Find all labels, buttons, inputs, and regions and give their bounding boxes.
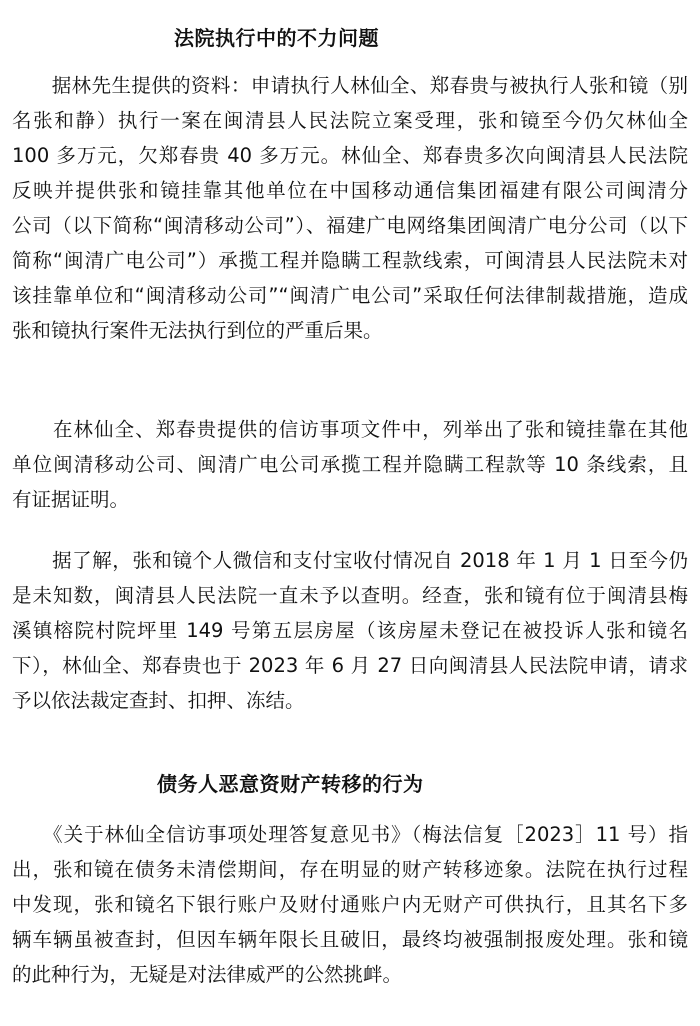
paragraph-enforcement-background <box>12 68 688 348</box>
section-title-enforcement-issues: 法院执行中的不力问题 <box>174 26 379 50</box>
text-line: 据了解，张和镜个人微信和支付宝收付情况自 2018 年 1 月 1 日至今仍 <box>12 549 688 572</box>
paragraph-petition-clues <box>12 412 688 517</box>
text-line: 溪镇榕院村院坪里 149 号第五层房屋（该房屋未登记在被投诉人张和镜名 <box>12 619 688 642</box>
text-line: 辆车辆虽被查封，但因车辆年限长且破旧，最终均被强制报废处理。张和镜 <box>12 928 688 951</box>
text-line: 下），林仙全、郑春贵也于 2023 年 6 月 27 日向闽清县人民法院申请，请求 <box>12 654 688 677</box>
text-line: 据林先生提供的资料：申请执行人林仙全、郑春贵与被执行人张和镜（别 <box>12 74 688 97</box>
text-line: 出，张和镜在债务未清偿期间，存在明显的财产转移迹象。法院在执行过程 <box>12 858 688 881</box>
text-line: 张和镜执行案件无法执行到位的严重后果。 <box>12 319 383 342</box>
text-line: 公司（以下简称“闽清移动公司”）、福建广电网络集团闽清广电分公司（以下 <box>12 214 688 237</box>
section-title-asset-transfer: 债务人恶意资财产转移的行为 <box>157 772 424 796</box>
text-line: 在林仙全、郑春贵提供的信访事项文件中，列举出了张和镜挂靠在其他 <box>12 418 688 441</box>
text-line: 中发现，张和镜名下银行账户及财付通账户内无财产可供执行，且其名下多 <box>12 893 688 916</box>
paragraph-assets-investigation <box>12 543 688 718</box>
text-line: 简称“闽清广电公司”）承揽工程并隐瞒工程款线索，可闽清县人民法院未对 <box>12 249 688 272</box>
text-line: 予以依法裁定查封、扣押、冻结。 <box>12 689 305 712</box>
text-line: 有证据证明。 <box>12 488 130 511</box>
text-line: 100 多万元，欠郑春贵 40 多万元。林仙全、郑春贵多次向闽清县人民法院 <box>12 144 688 167</box>
text-line: 单位闽清移动公司、闽清广电公司承揽工程并隐瞒工程款等 10 条线索，且 <box>12 453 688 476</box>
text-line: 该挂靠单位和“闽清移动公司”“闽清广电公司”采取任何法律制裁措施，造成 <box>12 284 688 307</box>
text-line: 《关于林仙全信访事项处理答复意见书》（梅法信复［2023］11 号）指 <box>12 823 688 846</box>
text-line: 是未知数，闽清县人民法院一直未予以查明。经查，张和镜有位于闽清县梅 <box>12 584 688 607</box>
text-line: 反映并提供张和镜挂靠其他单位在中国移动通信集团福建有限公司闽清分 <box>12 179 688 202</box>
paragraph-asset-transfer-details <box>12 817 688 992</box>
text-line: 的此种行为，无疑是对法律威严的公然挑衅。 <box>12 963 403 986</box>
text-line: 名张和静）执行一案在闽清县人民法院立案受理，张和镜至今仍欠林仙全 <box>12 109 688 132</box>
